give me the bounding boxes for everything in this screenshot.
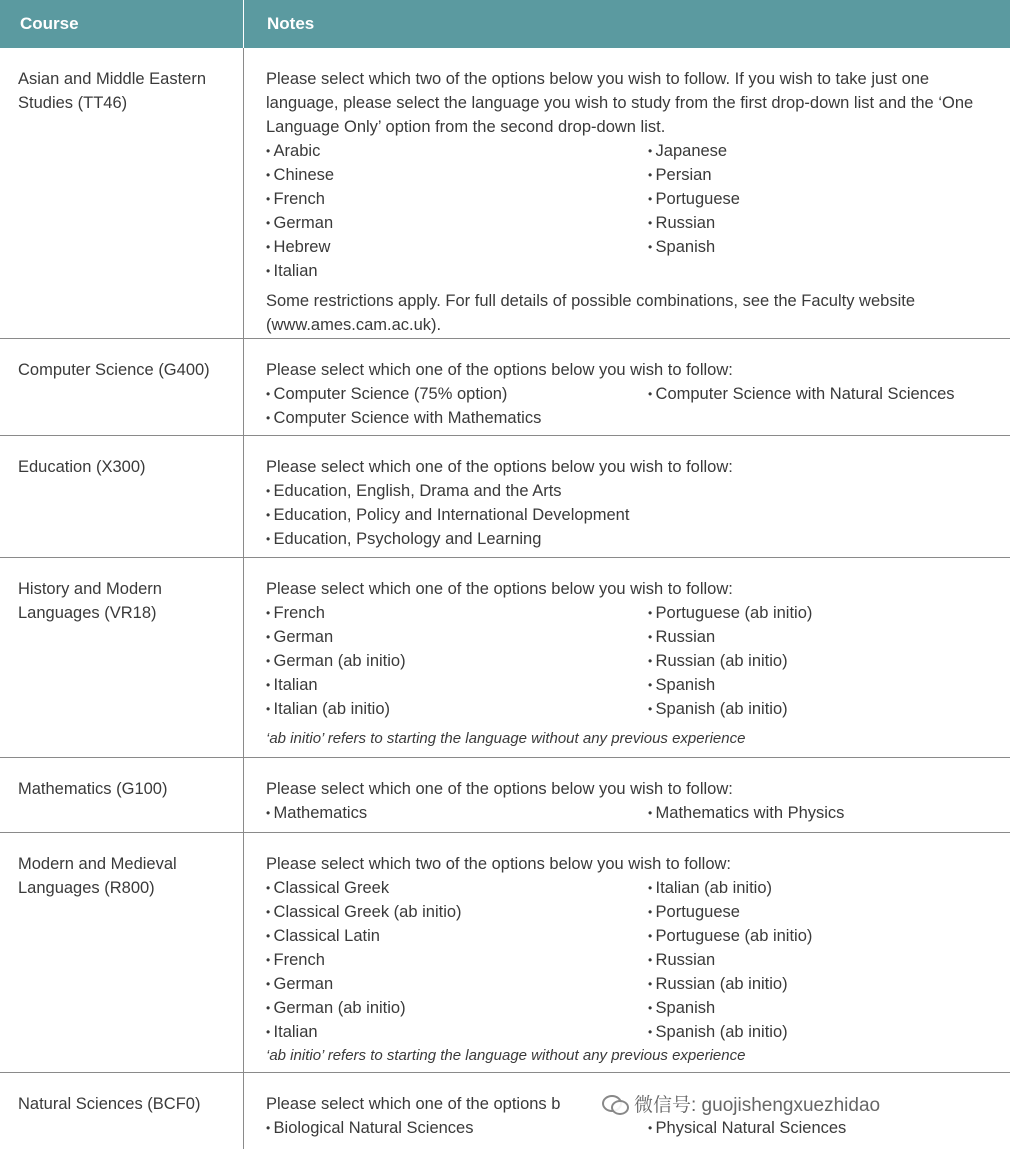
table-row (0, 758, 1010, 833)
option-item: • Classical Greek (ab initio) (266, 900, 648, 924)
option-item: • Spanish (ab initio) (648, 1020, 812, 1044)
option-item: • French (266, 601, 648, 625)
option-item: • Classical Greek (266, 876, 648, 900)
option-item: • Computer Science with Natural Sciences (648, 382, 955, 406)
options-list (266, 876, 1000, 1044)
table-row (0, 339, 1010, 436)
option-item: • Portuguese (648, 900, 812, 924)
option-item: • Japanese (648, 139, 740, 163)
course-notes (244, 833, 1010, 1072)
table-row (0, 833, 1010, 1073)
option-item: • Education, Psychology and Learning (266, 527, 629, 551)
table-row (0, 48, 1010, 339)
options-right (648, 876, 812, 1044)
options-right (648, 382, 955, 430)
option-item: • Russian (ab initio) (648, 649, 812, 673)
header-notes: Notes (267, 14, 315, 33)
option-item: • Italian (266, 259, 648, 283)
option-item: • Spanish (648, 235, 740, 259)
table-header (0, 0, 1010, 48)
option-item: • Hebrew (266, 235, 648, 259)
options-left (266, 139, 648, 283)
option-item: • Italian (266, 673, 648, 697)
options-left (266, 1116, 648, 1140)
table-row (0, 436, 1010, 558)
course-name: Computer Science (G400) (0, 339, 244, 435)
notes-intro: Please select which one of the options below you wish to follow: (266, 780, 733, 798)
option-item: • Spanish (ab initio) (648, 697, 812, 721)
course-name: Mathematics (G100) (0, 758, 244, 832)
notes-intro: Please select which one of the options below you wish to follow: (266, 361, 733, 379)
course-name: History and Modern Languages (VR18) (0, 558, 244, 757)
course-notes (244, 436, 1010, 557)
notes-intro: Please select which two of the options below you wish to follow. If you wish to take just one language, please select the language you wish to study from the first drop-down list and the ‘One Language Only’ option from the second drop-down list. (266, 70, 974, 136)
watermark (598, 1088, 884, 1119)
option-item: • Italian (ab initio) (648, 876, 812, 900)
options-single (266, 479, 629, 551)
table-row (0, 558, 1010, 758)
options-list (266, 601, 1000, 721)
notes-intro: Please select which one of the options below you wish to follow: (266, 580, 733, 598)
options-left (266, 876, 648, 1044)
options-list (266, 801, 1000, 825)
option-item: • Mathematics (266, 801, 648, 825)
option-item: • German (266, 211, 648, 235)
option-item: • German (ab initio) (266, 649, 648, 673)
options-right (648, 801, 844, 825)
option-item: • Spanish (648, 673, 812, 697)
course-name: Education (X300) (0, 436, 244, 557)
option-item: • Mathematics with Physics (648, 801, 844, 825)
options-left (266, 601, 648, 721)
options-right (648, 601, 812, 721)
option-item: • Arabic (266, 139, 648, 163)
option-item: • Italian (ab initio) (266, 697, 648, 721)
wechat-icon (602, 1093, 628, 1115)
options-right (648, 1116, 846, 1140)
option-item: • French (266, 948, 648, 972)
option-item: • Russian (648, 625, 812, 649)
ab-initio-note: ‘ab initio’ refers to starting the language without any previous experience (266, 1047, 746, 1064)
options-left (266, 801, 648, 825)
option-item: • Chinese (266, 163, 648, 187)
option-item: • Education, English, Drama and the Arts (266, 479, 629, 503)
option-item: • Spanish (648, 996, 812, 1020)
option-item: • Physical Natural Sciences (648, 1116, 846, 1140)
notes-extra: Some restrictions apply. For full details of possible combinations, see the Faculty website (www.ames.cam.ac.uk). (266, 292, 915, 334)
notes-intro: Please select which one of the options b (266, 1095, 561, 1113)
course-notes (244, 48, 1010, 338)
course-notes (244, 758, 1010, 832)
option-item: • French (266, 187, 648, 211)
notes-intro: Please select which one of the options below you wish to follow: (266, 458, 733, 476)
course-notes (244, 558, 1010, 757)
course-name: Asian and Middle Eastern Studies (TT46) (0, 48, 244, 338)
ab-initio-note: ‘ab initio’ refers to starting the language without any previous experience (266, 730, 746, 747)
option-item: • Computer Science with Mathematics (266, 406, 648, 430)
option-item: • Persian (648, 163, 740, 187)
option-item: • Biological Natural Sciences (266, 1116, 648, 1140)
option-item: • Education, Policy and International Development (266, 503, 629, 527)
notes-intro: Please select which two of the options below you wish to follow: (266, 855, 731, 873)
option-item: • Russian (ab initio) (648, 972, 812, 996)
course-name: Modern and Medieval Languages (R800) (0, 833, 244, 1072)
option-item: • Computer Science (75% option) (266, 382, 648, 406)
course-notes (244, 339, 1010, 435)
option-item: • Portuguese (ab initio) (648, 924, 812, 948)
options-list (266, 1116, 1000, 1140)
options-right (648, 139, 740, 283)
options-list (266, 139, 1000, 283)
option-item: • German (266, 625, 648, 649)
option-item: • Russian (648, 211, 740, 235)
watermark-text: 微信号: guojishengxuezhidao (634, 1095, 881, 1116)
option-item: • Classical Latin (266, 924, 648, 948)
option-item: • Russian (648, 948, 812, 972)
option-item: • German (ab initio) (266, 996, 648, 1020)
course-name: Natural Sciences (BCF0) (0, 1073, 244, 1149)
option-item: • Portuguese (ab initio) (648, 601, 812, 625)
option-item: • Italian (266, 1020, 648, 1044)
option-item: • German (266, 972, 648, 996)
options-list (266, 479, 1000, 551)
header-course: Course (0, 0, 244, 48)
options-left (266, 382, 648, 430)
options-list (266, 382, 1000, 430)
option-item: • Portuguese (648, 187, 740, 211)
